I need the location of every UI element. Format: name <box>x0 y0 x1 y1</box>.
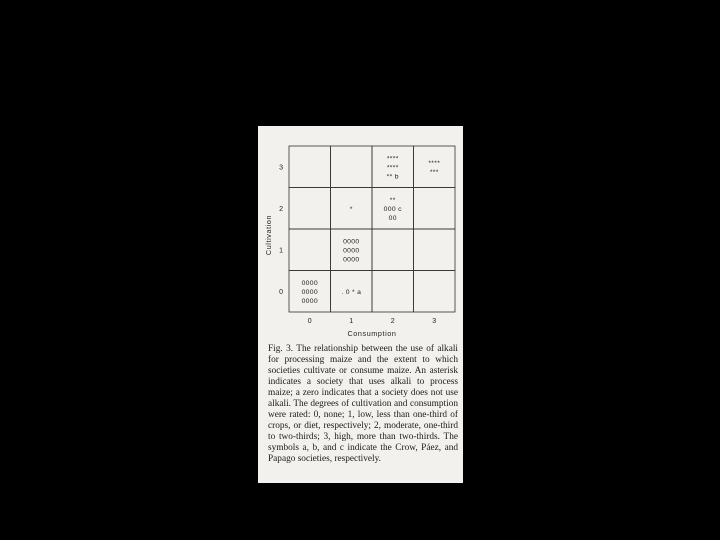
grid-cell <box>372 271 414 313</box>
cell-symbols: **** <box>386 164 399 172</box>
cell-symbols: 0000 <box>301 288 318 296</box>
y-tick-label: 3 <box>279 164 283 172</box>
cell-symbols: . 0 * a <box>341 288 362 296</box>
y-tick-label: 2 <box>279 205 283 213</box>
x-tick-label: 3 <box>432 318 437 325</box>
cell-symbols: * <box>349 205 353 213</box>
grid-cell <box>289 229 331 271</box>
x-tick-label: 2 <box>390 318 395 325</box>
x-tick-label: 0 <box>307 318 312 325</box>
cell-symbols: ** b <box>386 173 399 181</box>
cell-symbols: 0000 <box>343 238 360 246</box>
grid-cell <box>414 271 456 313</box>
cell-symbols: 0000 <box>301 297 318 305</box>
grid-cell <box>372 229 414 271</box>
x-axis-label: Consumption <box>347 329 397 338</box>
grid-cell <box>289 188 331 230</box>
cell-symbols: **** <box>428 159 441 167</box>
cell-symbols: 0000 <box>343 247 360 255</box>
figure-caption <box>268 344 458 466</box>
grid-cell <box>414 229 456 271</box>
cell-symbols: 0000 <box>343 256 360 264</box>
figure-caption-text: The relationship between the use of alkali for processing maize and the extent to which societies cultivate or consume maize. An asterisk indicates a society that uses alkali to process maize; a zero indicates that a society does not use alkali. The degrees of cultivation and consumption were rated: 0, none; 1, low, less than one-third of crops, or diet, respectively; 2, moderate, one-third to two-thirds; 3, high, more than two-thirds. The symbols a, b, and c indicate the Crow, Páez, and Papago societies, respectively. <box>268 344 458 465</box>
cell-symbols: 000 c <box>383 205 402 213</box>
cell-symbols: *** <box>429 168 439 176</box>
scanned-figure <box>258 126 463 483</box>
y-axis-label: Cultivation <box>264 214 273 256</box>
figure-caption-label: Fig. 3. <box>268 344 294 354</box>
x-tick-label: 1 <box>349 318 354 325</box>
grid-cell <box>414 188 456 230</box>
grid-cell <box>289 146 331 188</box>
y-tick-label: 1 <box>279 247 283 255</box>
cell-symbols: ** <box>389 196 396 204</box>
cell-symbols: 0000 <box>301 279 318 287</box>
grid-cell <box>331 146 373 188</box>
cell-symbols: 00 <box>388 214 397 222</box>
figure-chart <box>258 126 463 341</box>
y-tick-label: 0 <box>279 288 283 296</box>
cell-symbols: **** <box>386 155 399 163</box>
